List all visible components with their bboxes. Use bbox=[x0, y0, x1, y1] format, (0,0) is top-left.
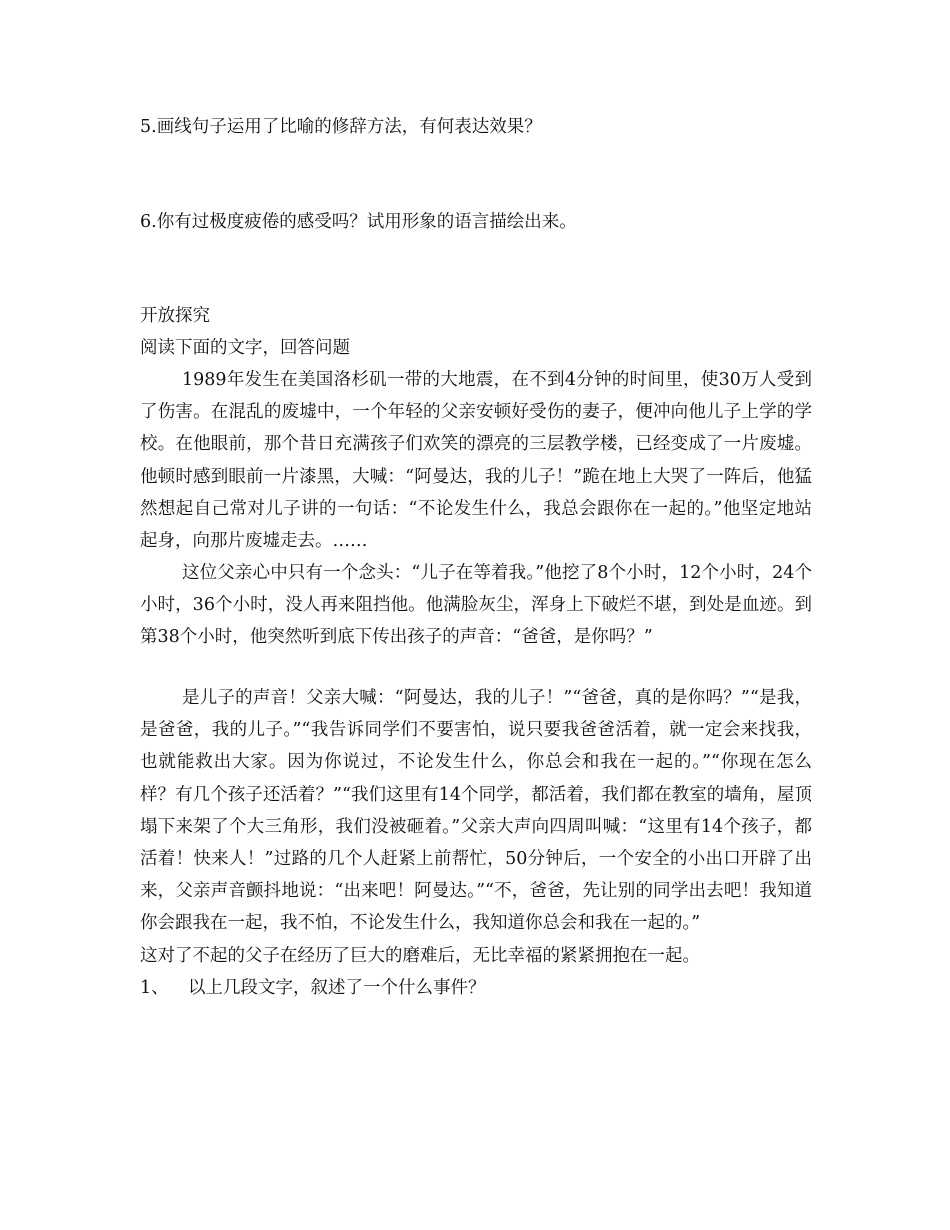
question-bottom-number: 1、 bbox=[140, 978, 169, 998]
passage-paragraph-2: 这位父亲心中只有一个念头：“儿子在等着我。”他挖了8个小时，12个小时，24个小时，36个小时，没人再来阻挡他。他满脸灰尘，浑身上下破烂不堪，到处是血迹。到第38个小时，他突然听到底下传出孩子的声音：“爸爸，是你吗？” bbox=[140, 563, 812, 648]
passage-paragraph-3: 是儿子的声音！父亲大喊：“阿曼达，我的儿子！”“爸爸，真的是你吗？”“是我，是爸爸，我的儿子。”“我告诉同学们不要害怕，说只要我爸爸活着，就一定会来找我，也就能救出大家。因为你说过，不论发生什么，你总会和我在一起的。”“你现在怎么样？有几个孩子还活着？”“我们这里有14个同学，都活着，我们都在教室的墙角，屋顶塌下来架了个大三角形，我们没被砸着。”父亲大声向四周叫喊：“这里有14个孩子，都活着！快来人！”过路的几个人赶紧上前帮忙，50分钟后，一个安全的小出口开辟了出来，父亲声音颤抖地说：“出来吧！阿曼达。”“不，爸爸，先让别的同学出去吧！我知道你会跟我在一起，我不怕，不论发生什么，我知道你总会和我在一起的。” bbox=[140, 688, 812, 934]
section-title: 开放探究 bbox=[140, 306, 210, 326]
question-bottom bbox=[140, 976, 486, 1000]
passage-paragraph-4: 这对了不起的父子在经历了巨大的磨难后，无比幸福的紧紧拥抱在一起。 bbox=[140, 946, 700, 966]
question-bottom-text: 以上几段文字，叙述了一个什么事件？ bbox=[188, 978, 486, 998]
reading-instruction: 阅读下面的文字，回答问题 bbox=[140, 338, 350, 358]
passage-paragraph-1: 1989年发生在美国洛杉矶一带的大地震，在不到4分钟的时间里，使30万人受到了伤害。在混乱的废墟中，一个年轻的父亲安顿好受伤的妻子，便冲向他儿子上学的学校。在他眼前，那个昔日充满孩子们欢笑的漂亮的三层教学楼，已经变成了一片废墟。他顿时感到眼前一片漆黑，大喊：“阿曼达，我的儿子！”跪在地上大哭了一阵后，他猛然想起自己常对儿子讲的一句话：“不论发生什么，我总会跟你在一起的。”他坚定地站起身，向那片废墟走去。…… bbox=[140, 370, 812, 552]
question-6: 6.你有过极度疲倦的感受吗？试用形象的语言描绘出来。 bbox=[140, 212, 577, 232]
question-5: 5.画线句子运用了比喻的修辞方法，有何表达效果？ bbox=[140, 117, 542, 137]
